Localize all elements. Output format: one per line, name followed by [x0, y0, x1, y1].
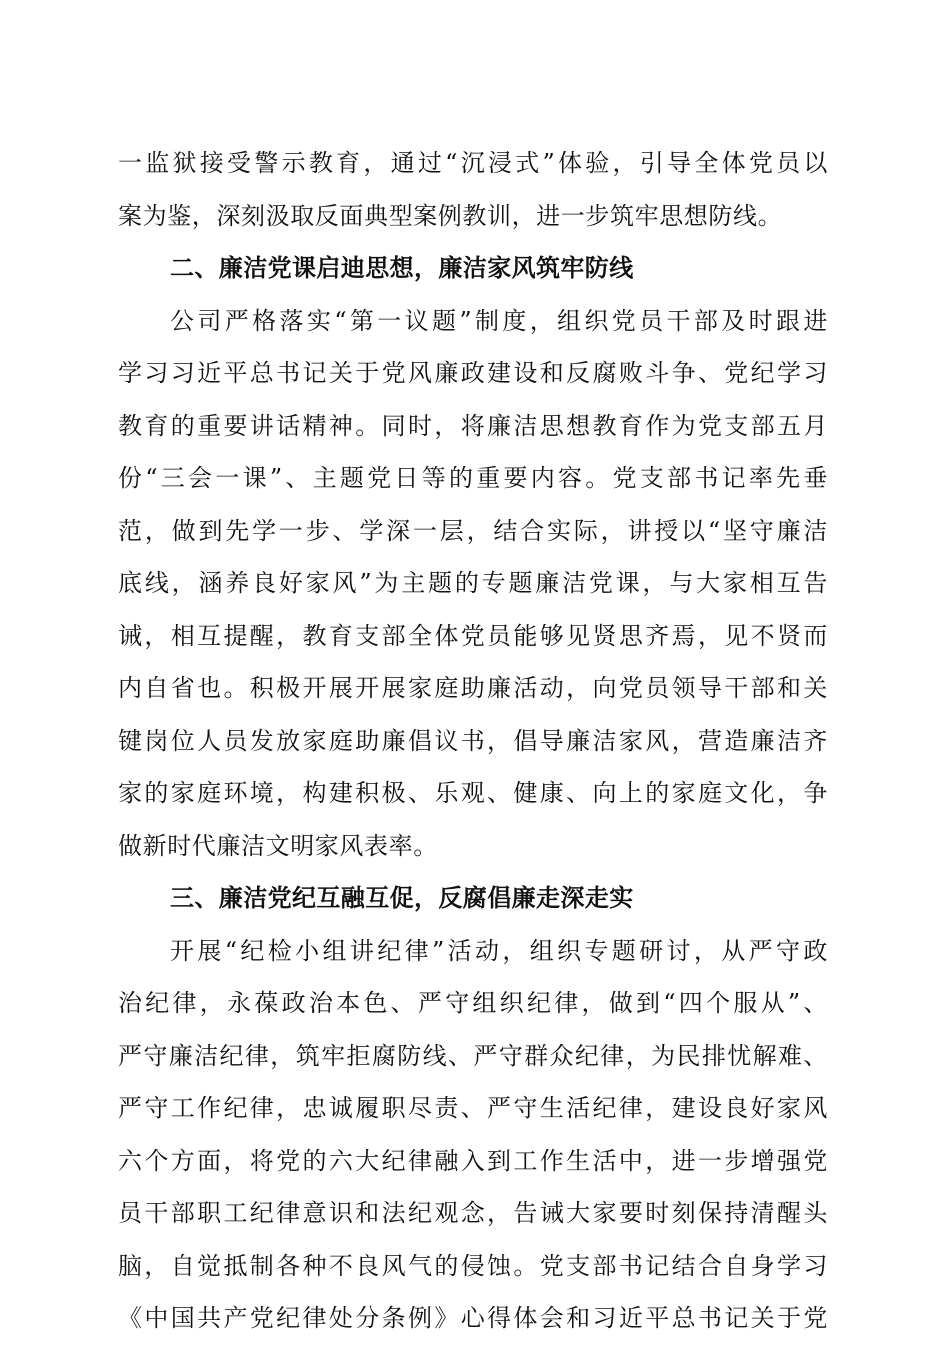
body-line: 《中国共产党纪律处分条例》心得体会和习近平总书记关于党	[118, 1304, 828, 1332]
body-line: 公司严格落实“第一议题”制度，组织党员干部及时跟进	[170, 306, 828, 335]
body-line: 做新时代廉洁文明家风表率。	[118, 831, 438, 860]
body-line: 键岗位人员发放家庭助廉倡议书，倡导廉洁家风，营造廉洁齐	[118, 726, 828, 755]
body-line: 诫，相互提醒，教育支部全体党员能够见贤思齐焉，见不贤而	[118, 621, 828, 650]
body-line: 严守廉洁纪律，筑牢拒腐防线、严守群众纪律，为民排忧解难、	[118, 1041, 828, 1070]
section-heading-3: 三、廉洁党纪互融互促，反腐倡廉走深走实	[170, 884, 634, 912]
body-line: 教育的重要讲话精神。同时，将廉洁思想教育作为党支部五月	[118, 411, 828, 440]
body-line: 脑，自觉抵制各种不良风气的侵蚀。党支部书记结合自身学习	[118, 1251, 828, 1280]
body-line: 六个方面，将党的六大纪律融入到工作生活中，进一步增强党	[118, 1146, 828, 1175]
body-line: 家的家庭环境，构建积极、乐观、健康、向上的家庭文化，争	[118, 779, 828, 807]
body-line: 严守工作纪律，忠诚履职尽责、严守生活纪律，建设良好家风	[118, 1094, 828, 1122]
body-line: 范，做到先学一步、学深一层，结合实际，讲授以“坚守廉洁	[118, 516, 828, 545]
body-line: 底线，涵养良好家风”为主题的专题廉洁党课，与大家相互告	[118, 569, 828, 597]
body-line: 学习习近平总书记关于党风廉政建设和反腐败斗争、党纪学习	[118, 359, 828, 387]
body-line: 内自省也。积极开展开展家庭助廉活动，向党员领导干部和关	[118, 674, 828, 702]
body-line: 一监狱接受警示教育，通过“沉浸式”体验，引导全体党员以	[118, 149, 828, 177]
body-line: 开展“纪检小组讲纪律”活动，组织专题研讨，从严守政	[170, 936, 828, 965]
document-body	[118, 137, 828, 1345]
section-heading-2: 二、廉洁党课启迪思想，廉洁家风筑牢防线	[170, 254, 634, 282]
body-line: 治纪律，永葆政治本色、严守组织纪律，做到“四个服从”、	[118, 989, 828, 1017]
body-line: 员干部职工纪律意识和法纪观念，告诫大家要时刻保持清醒头	[118, 1199, 828, 1227]
body-line: 案为鉴，深刻汲取反面典型案例教训，进一步筑牢思想防线。	[118, 201, 783, 230]
body-line: 份“三会一课”、主题党日等的重要内容。党支部书记率先垂	[118, 464, 828, 492]
